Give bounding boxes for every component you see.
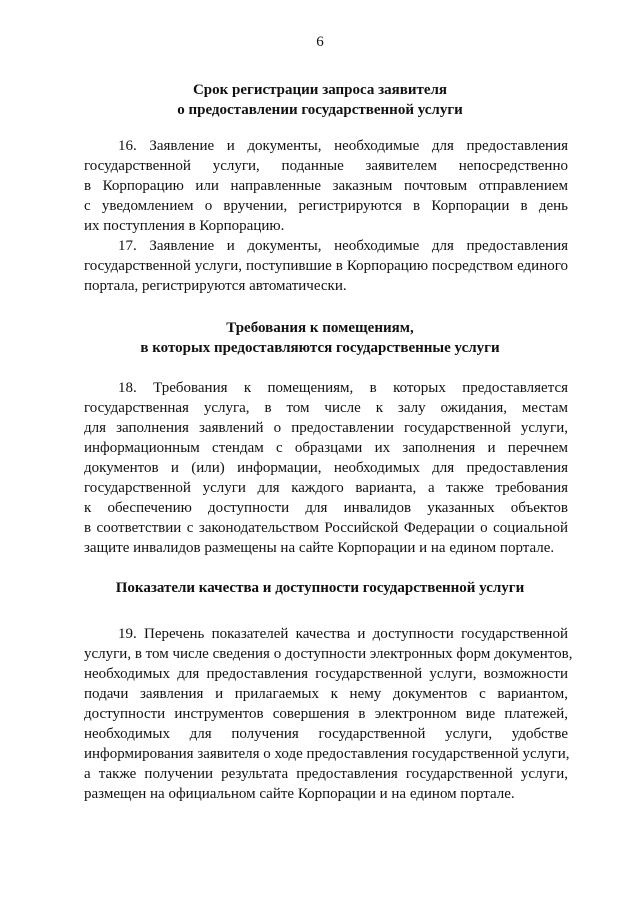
paragraph-line: доступности инструментов совершения в электронном виде платежей, bbox=[84, 706, 568, 722]
paragraph-line: в соответствии с законодательством Российской Федерации о социальной bbox=[84, 520, 568, 536]
page-number: 6 bbox=[316, 34, 324, 50]
paragraph-line: подачи заявления и прилагаемых к нему документов с вариантом, bbox=[84, 686, 568, 702]
paragraph-line: государственная услуга, в том числе к залу ожидания, местам bbox=[84, 400, 568, 416]
paragraph-line: 19. Перечень показателей качества и доступности государственной bbox=[118, 626, 568, 642]
paragraph-line: с уведомлением о вручении, регистрируются в Корпорации в день bbox=[84, 198, 568, 214]
paragraph-18 bbox=[84, 378, 568, 558]
paragraph-line: портала, регистрируются автоматически. bbox=[84, 278, 347, 294]
paragraph-line: а также получении результата предоставления государственной услуги, bbox=[84, 766, 568, 782]
heading-line: Срок регистрации запроса заявителя bbox=[192, 82, 448, 98]
paragraph-line: необходимых для получения государственной услуги, удобстве bbox=[84, 726, 568, 742]
section-heading-premises bbox=[60, 318, 580, 358]
heading-line: Показатели качества и доступности государственной услуги bbox=[115, 580, 525, 596]
paragraph-line: защите инвалидов размещены на сайте Корпорации и на едином портале. bbox=[84, 540, 555, 556]
paragraph-line: для заполнения заявлений о предоставлении государственной услуги, bbox=[84, 420, 568, 436]
paragraph-line: к обеспечению доступности для инвалидов указанных объектов bbox=[84, 500, 568, 516]
paragraph-17 bbox=[84, 236, 568, 296]
paragraph-line: 16. Заявление и документы, необходимые для предоставления bbox=[118, 138, 568, 154]
paragraph-16 bbox=[84, 136, 568, 236]
heading-line: в которых предоставляются государственные услуги bbox=[140, 340, 500, 356]
paragraph-line: информирования заявителя о ходе предоставления государственной услуги, bbox=[84, 746, 570, 762]
paragraph-line: 17. Заявление и документы, необходимые для предоставления bbox=[118, 238, 568, 254]
paragraph-line: документов и (или) информации, необходимых для предоставления bbox=[84, 460, 568, 476]
paragraph-line: информационным стендам с образцами их заполнения и перечнем bbox=[84, 440, 568, 456]
paragraph-line: государственной услуги для каждого варианта, а также требования bbox=[84, 480, 568, 496]
paragraph-line: необходимых для предоставления государственной услуги, возможности bbox=[84, 666, 568, 682]
paragraph-line: услуги, в том числе сведения о доступности электронных форм документов, bbox=[84, 646, 573, 662]
paragraph-line: в Корпорацию или направленные заказным почтовым отправлением bbox=[84, 178, 568, 194]
paragraph-19 bbox=[84, 624, 573, 804]
section-heading-registration bbox=[60, 80, 580, 120]
heading-line: о предоставлении государственной услуги bbox=[177, 102, 463, 118]
heading-line: Требования к помещениям, bbox=[226, 320, 414, 336]
paragraph-line: их поступления в Корпорацию. bbox=[84, 218, 285, 234]
paragraph-line: государственной услуги, поступившие в Корпорацию посредством единого bbox=[84, 258, 568, 274]
section-heading-quality bbox=[60, 578, 580, 598]
paragraph-line: размещен на официальном сайте Корпорации и на едином портале. bbox=[84, 786, 515, 802]
paragraph-line: 18. Требования к помещениям, в которых предоставляется bbox=[118, 380, 568, 396]
paragraph-line: государственной услуги, поданные заявителем непосредственно bbox=[84, 158, 568, 174]
